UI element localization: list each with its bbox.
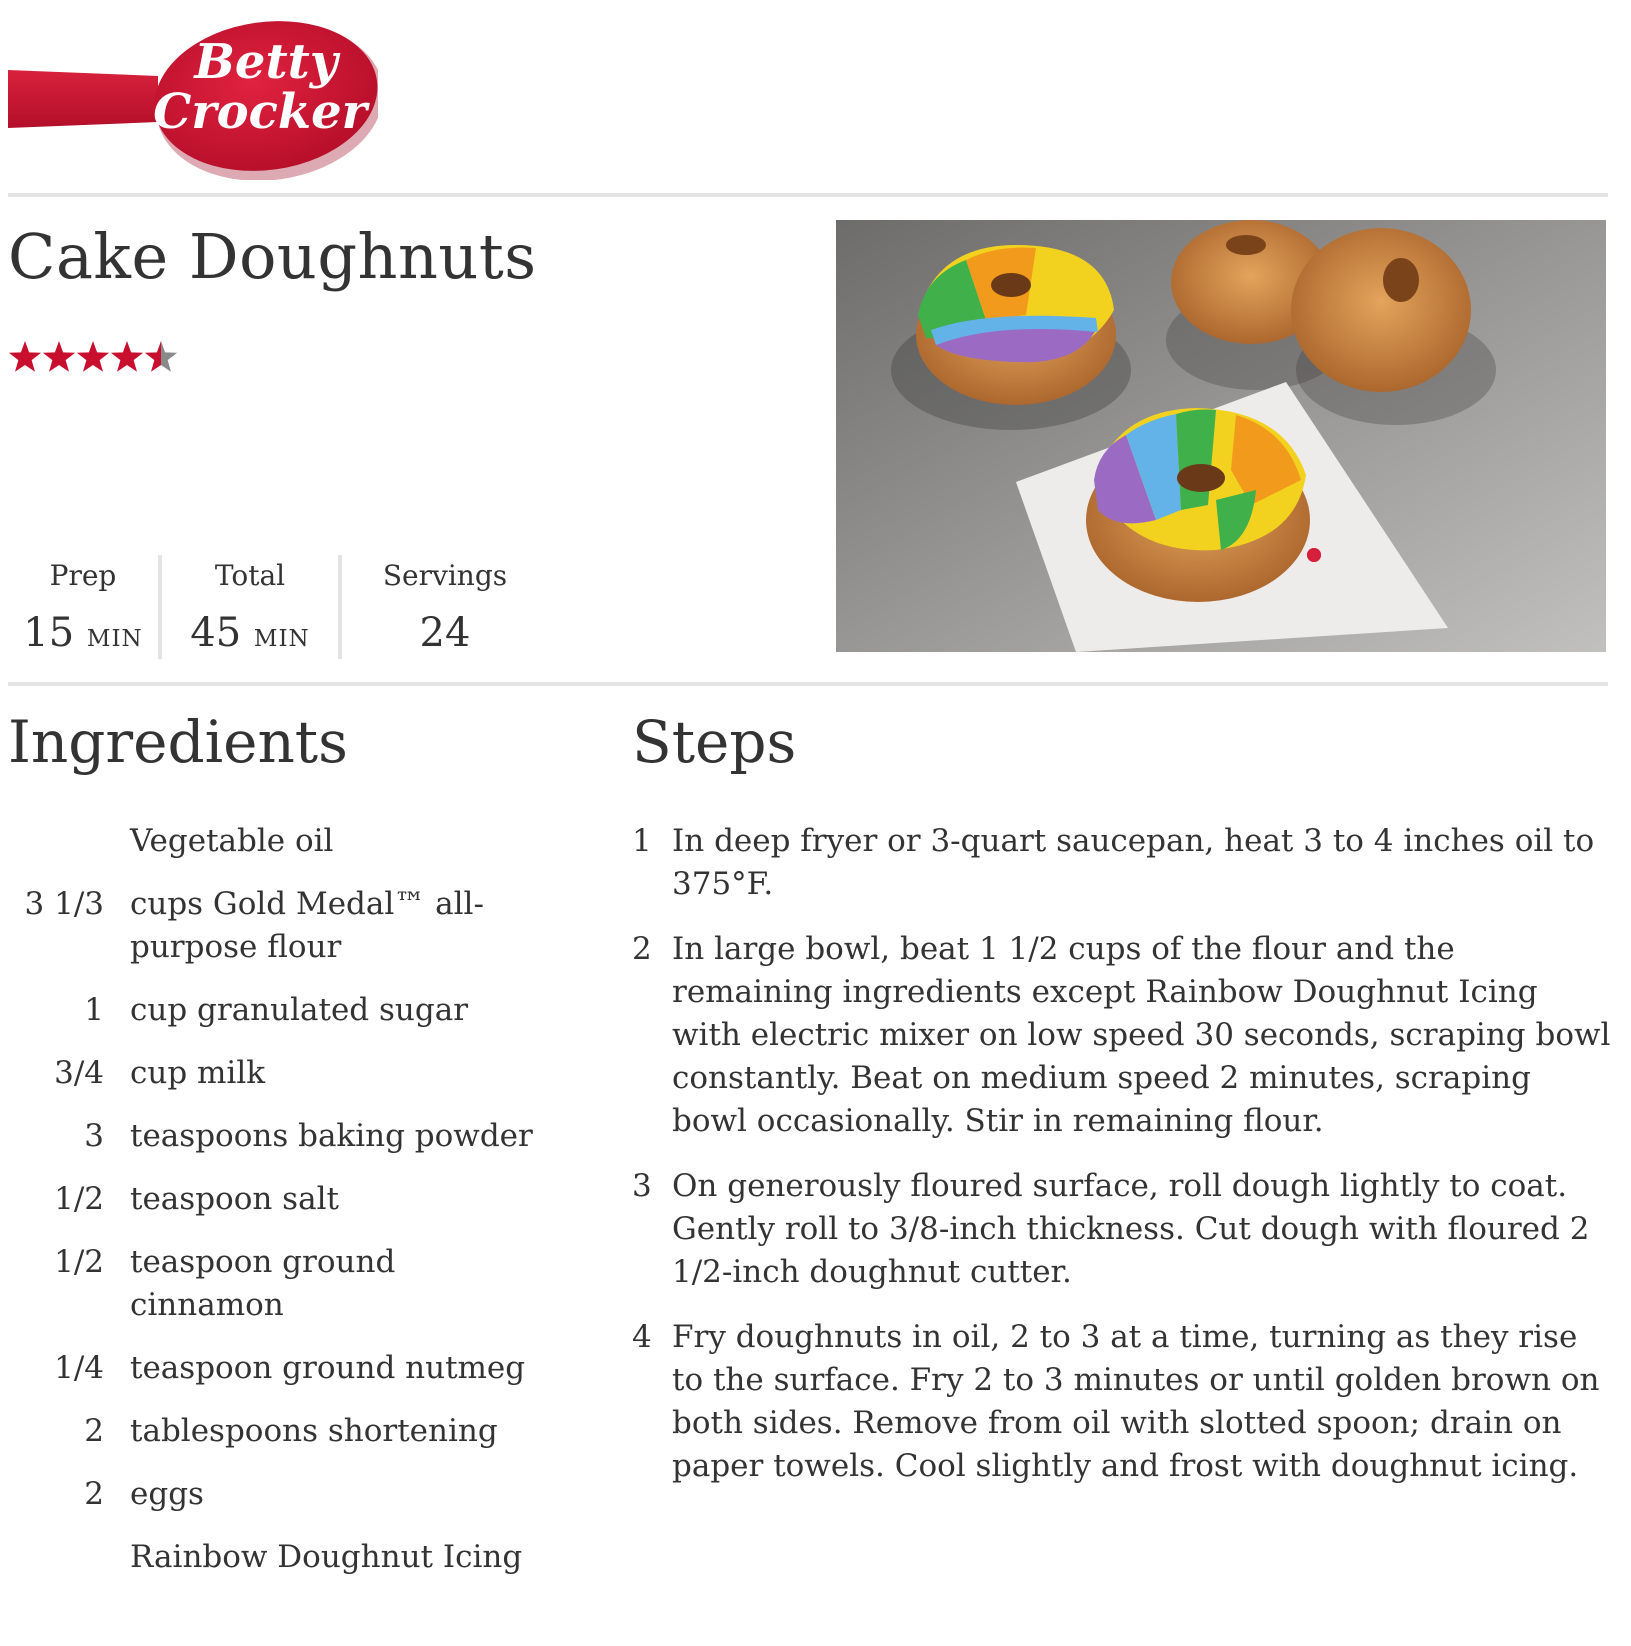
prep-unit: MIN (86, 626, 143, 652)
ingredient-qty: 3 (84, 1118, 104, 1154)
ingredient-row (8, 1347, 568, 1390)
ingredient-qty: 1 (84, 992, 104, 1028)
doughnuts-photo-icon (836, 220, 1606, 652)
ingredient-row (8, 1241, 568, 1327)
ingredient-qty: 3/4 (54, 1055, 104, 1091)
ingredients-list (8, 820, 568, 1599)
ingredient-item: cups Gold Medal™ all-purpose flour (130, 886, 484, 965)
ingredient-item: Rainbow Doughnut Icing (130, 1539, 523, 1575)
step-item (632, 820, 1612, 906)
ingredient-item: teaspoons baking powder (130, 1118, 533, 1154)
step-number: 3 (632, 1168, 652, 1204)
star-icon (111, 341, 143, 372)
ingredient-item: teaspoon ground cinnamon (130, 1244, 396, 1323)
steps-list (632, 820, 1612, 1510)
ingredient-qty: 1/2 (54, 1244, 104, 1280)
step-number: 2 (632, 931, 652, 967)
header-divider (8, 193, 1608, 197)
step-text: Fry doughnuts in oil, 2 to 3 at a time, turning as they rise to the surface. Fry 2 to 3 minutes or until golden brown on both sides. Remove from oil with slotted spoon; drain on paper towels. Cool slightly and frost with doughnut icing. (672, 1319, 1600, 1484)
ingredient-qty: 2 (84, 1413, 104, 1449)
ingredient-qty: 1/4 (54, 1350, 104, 1386)
star-icon (145, 341, 177, 372)
step-number: 4 (632, 1319, 652, 1355)
recipe-photo[interactable] (836, 220, 1606, 652)
star-icon (9, 341, 41, 372)
ingredient-qty: 3 1/3 (24, 886, 104, 922)
step-item (632, 1165, 1612, 1294)
step-item (632, 1316, 1612, 1488)
prep-value-wrap (8, 610, 158, 656)
total-value-wrap (162, 610, 338, 656)
ingredient-item: cup milk (130, 1055, 266, 1091)
ingredient-qty (8, 820, 104, 863)
brand-logo[interactable] (8, 10, 378, 180)
star-rating[interactable] (8, 338, 188, 378)
ingredient-item: teaspoon salt (130, 1181, 339, 1217)
servings-value: 24 (419, 610, 471, 656)
ingredient-item: teaspoon ground nutmeg (130, 1350, 526, 1386)
ingredient-row (8, 1536, 568, 1579)
ingredients-heading: Ingredients (8, 708, 348, 776)
ingredient-row (8, 820, 568, 863)
total-value: 45 (190, 610, 242, 656)
spoon-logo-icon (8, 10, 378, 180)
section-divider (8, 682, 1608, 686)
ingredient-row (8, 1115, 568, 1158)
total-time (162, 555, 338, 665)
prep-time (8, 555, 158, 665)
steps-heading: Steps (632, 708, 797, 776)
ingredient-row (8, 1178, 568, 1221)
ingredient-qty: 1/2 (54, 1181, 104, 1217)
total-label: Total (214, 559, 286, 592)
step-text: On generously floured surface, roll dough lightly to coat. Gently roll to 3/8-inch thickness. Cut dough with floured 2 1/2-inch doughnut cutter. (672, 1168, 1590, 1290)
ingredient-row (8, 989, 568, 1032)
ingredient-row (8, 1052, 568, 1095)
ingredient-row (8, 883, 568, 969)
step-number: 1 (632, 823, 652, 859)
step-item (632, 928, 1612, 1143)
servings (342, 555, 548, 665)
ingredient-item: cup granulated sugar (130, 992, 469, 1028)
prep-value: 15 (23, 610, 75, 656)
ingredient-item: Vegetable oil (130, 823, 334, 859)
step-text: In large bowl, beat 1 1/2 cups of the flour and the remaining ingredients except Rainbow Doughnut Icing with electric mixer on low speed 30 seconds, scraping bowl constantly. Beat on medium speed 2 minutes, scraping bowl occasionally. Stir in remaining flour. (672, 931, 1611, 1139)
ingredient-row (8, 1410, 568, 1453)
ingredient-item: eggs (130, 1476, 204, 1512)
ingredient-row (8, 1473, 568, 1516)
logo-text-line2: Crocker (153, 84, 367, 140)
step-text: In deep fryer or 3-quart saucepan, heat 3 to 4 inches oil to 375°F. (672, 823, 1595, 902)
rating-stars-icon (8, 338, 188, 378)
ingredient-qty (8, 1536, 104, 1579)
recipe-title: Cake Doughnuts (8, 220, 537, 293)
star-icon (43, 341, 75, 372)
ingredient-item: tablespoons shortening (130, 1413, 498, 1449)
recipe-stats (8, 555, 548, 665)
star-icon (77, 341, 109, 372)
ingredient-qty: 2 (84, 1476, 104, 1512)
prep-label: Prep (49, 559, 117, 592)
logo-text-line1: Betty (194, 34, 338, 90)
servings-label: Servings (382, 559, 508, 592)
total-unit: MIN (253, 626, 310, 652)
